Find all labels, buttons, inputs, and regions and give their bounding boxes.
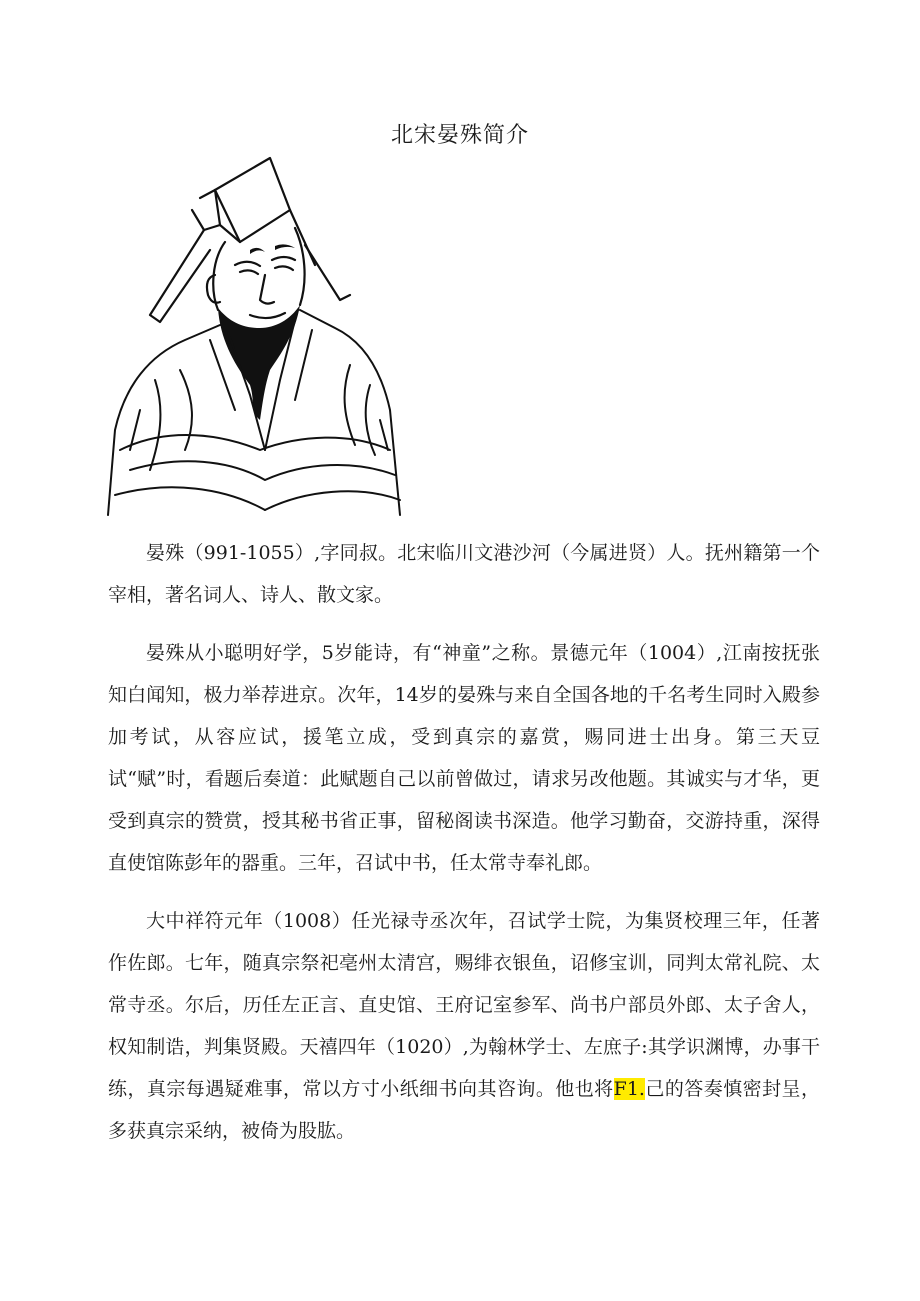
highlighted-text: F1. [613,1078,645,1100]
article-body [108,532,820,1168]
page-title: 北宋晏殊简介 [390,123,529,148]
paragraph-3-text: 大中祥符元年（1008）任光禄寺丞次年，召试学士院，为集贤校理三年，任著作佐郎。七年，随真宗祭祀亳州太清宫，赐绯衣银鱼，诏修宝训，同判太常礼院、太常寺丞。尔后，历任左正言、直史馆、王府记室参军、尚书户部员外郎、太子舍人，权知制诰，判集贤殿。天禧四年（1020）,为翰林学士、左庶子:其学识渊博，办事干练，真宗每遇疑难事，常以方寸小纸细书向其咨询。他也将 [108,910,820,1100]
paragraph-3 [108,900,820,1152]
scholar-portrait-icon [100,150,410,520]
paragraph-3-text-after: 己的答奏慎密封呈，多获真宗采纳，被倚为股肱。 [108,1078,820,1142]
paragraph-1: 晏殊（991-1055）,字同叔。北宋临川文港沙河（今属进贤）人。抚州籍第一个宰相，著名词人、诗人、散文家。 [108,542,820,606]
paragraph-2: 晏殊从小聪明好学，5岁能诗，有“神童”之称。景德元年（1004）,江南按抚张知白闻知，极力举荐进京。次年，14岁的晏殊与来自全国各地的千名考生同时入殿参加考试，从容应试，援笔立成，受到真宗的嘉赏，赐同进士出身。第三天豆试“赋”时，看题后奏道：此赋题自己以前曾做过，请求另改他题。其诚实与才华，更受到真宗的赞赏，授其秘书省正事，留秘阁读书深造。他学习勤奋，交游持重，深得直使馆陈彭年的器重。三年，召试中书，任太常寺奉礼郎。 [108,642,820,874]
